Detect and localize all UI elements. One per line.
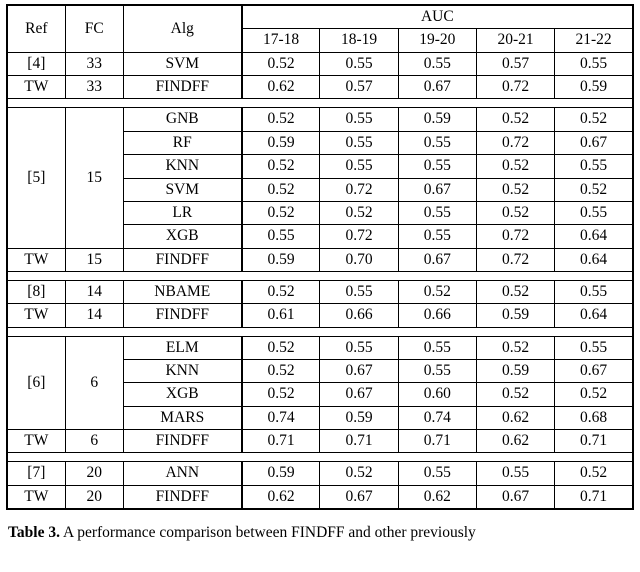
- cell-fc: 20: [65, 462, 123, 485]
- cell-fc: 6: [65, 336, 123, 429]
- caption-number: Table 3.: [8, 524, 60, 542]
- cell-auc-20-21: 0.62: [476, 406, 554, 429]
- cell-auc-20-21: 0.72: [476, 225, 554, 248]
- cell-auc-20-21: 0.72: [476, 131, 554, 154]
- cell-auc-17-18: 0.59: [242, 248, 320, 271]
- cell-ref: [5]: [7, 108, 65, 248]
- cell-ref: [4]: [7, 52, 65, 75]
- cell-auc-18-19: 0.55: [320, 131, 398, 154]
- cell-auc-17-18: 0.62: [242, 485, 320, 509]
- caption-text: A performance comparison between FINDFF and other previously: [59, 524, 476, 542]
- cell-auc-17-18: 0.52: [242, 280, 320, 303]
- cell-auc-19-20: 0.55: [398, 52, 476, 75]
- column-header-ref: Ref: [7, 5, 65, 52]
- cell-auc-18-19: 0.55: [320, 52, 398, 75]
- cell-auc-19-20: 0.66: [398, 304, 476, 327]
- column-header-year-20-21: 20-21: [476, 29, 554, 52]
- block-separator-cell: [7, 453, 633, 462]
- cell-auc-21-22: 0.52: [555, 383, 633, 406]
- cell-ref: TW: [7, 248, 65, 271]
- cell-alg: NBAME: [123, 280, 241, 303]
- header-row-top: [7, 5, 633, 29]
- cell-auc-20-21: 0.52: [476, 336, 554, 359]
- cell-auc-17-18: 0.59: [242, 131, 320, 154]
- cell-auc-20-21: 0.59: [476, 360, 554, 383]
- table-row: [7, 462, 633, 485]
- cell-auc-21-22: 0.55: [555, 201, 633, 224]
- cell-auc-20-21: 0.52: [476, 280, 554, 303]
- cell-alg: LR: [123, 201, 241, 224]
- table-row: [7, 430, 633, 453]
- cell-auc-19-20: 0.59: [398, 108, 476, 131]
- cell-auc-18-19: 0.70: [320, 248, 398, 271]
- cell-auc-17-18: 0.52: [242, 155, 320, 178]
- cell-ref: TW: [7, 76, 65, 99]
- cell-auc-17-18: 0.52: [242, 201, 320, 224]
- table-row: [7, 52, 633, 75]
- cell-fc: 33: [65, 76, 123, 99]
- cell-auc-20-21: 0.72: [476, 76, 554, 99]
- cell-auc-21-22: 0.55: [555, 155, 633, 178]
- column-header-year-17-18: 17-18: [242, 29, 320, 52]
- cell-auc-18-19: 0.67: [320, 383, 398, 406]
- cell-auc-21-22: 0.64: [555, 304, 633, 327]
- cell-auc-21-22: 0.64: [555, 248, 633, 271]
- cell-auc-18-19: 0.67: [320, 360, 398, 383]
- cell-auc-21-22: 0.52: [555, 108, 633, 131]
- cell-auc-20-21: 0.59: [476, 304, 554, 327]
- cell-auc-19-20: 0.62: [398, 485, 476, 509]
- cell-fc: 15: [65, 108, 123, 248]
- cell-auc-18-19: 0.55: [320, 108, 398, 131]
- cell-alg: ELM: [123, 336, 241, 359]
- cell-auc-21-22: 0.59: [555, 76, 633, 99]
- cell-auc-21-22: 0.55: [555, 336, 633, 359]
- cell-ref: TW: [7, 430, 65, 453]
- block-separator: [7, 453, 633, 462]
- cell-auc-18-19: 0.57: [320, 76, 398, 99]
- table-body: [7, 52, 633, 509]
- block-separator-cell: [7, 271, 633, 280]
- cell-fc: 14: [65, 304, 123, 327]
- cell-auc-19-20: 0.55: [398, 336, 476, 359]
- block-separator-cell: [7, 327, 633, 336]
- cell-auc-21-22: 0.71: [555, 430, 633, 453]
- cell-auc-17-18: 0.52: [242, 108, 320, 131]
- cell-auc-17-18: 0.52: [242, 178, 320, 201]
- cell-alg: FINDFF: [123, 485, 241, 509]
- cell-auc-18-19: 0.55: [320, 155, 398, 178]
- cell-alg: XGB: [123, 383, 241, 406]
- cell-alg: KNN: [123, 155, 241, 178]
- block-separator-cell: [7, 99, 633, 108]
- cell-fc: 15: [65, 248, 123, 271]
- cell-auc-20-21: 0.55: [476, 462, 554, 485]
- cell-auc-18-19: 0.55: [320, 336, 398, 359]
- cell-auc-19-20: 0.74: [398, 406, 476, 429]
- column-header-year-18-19: 18-19: [320, 29, 398, 52]
- cell-auc-21-22: 0.68: [555, 406, 633, 429]
- cell-auc-21-22: 0.52: [555, 462, 633, 485]
- column-header-year-21-22: 21-22: [555, 29, 633, 52]
- cell-alg: FINDFF: [123, 430, 241, 453]
- cell-alg: RF: [123, 131, 241, 154]
- results-table: [6, 4, 634, 510]
- table-row: [7, 280, 633, 303]
- cell-ref: TW: [7, 304, 65, 327]
- cell-auc-21-22: 0.52: [555, 178, 633, 201]
- cell-auc-19-20: 0.71: [398, 430, 476, 453]
- cell-auc-19-20: 0.55: [398, 360, 476, 383]
- cell-auc-19-20: 0.67: [398, 248, 476, 271]
- cell-auc-18-19: 0.67: [320, 485, 398, 509]
- cell-auc-17-18: 0.55: [242, 225, 320, 248]
- cell-auc-17-18: 0.52: [242, 360, 320, 383]
- cell-auc-18-19: 0.72: [320, 178, 398, 201]
- cell-auc-18-19: 0.52: [320, 201, 398, 224]
- cell-auc-19-20: 0.67: [398, 178, 476, 201]
- cell-auc-17-18: 0.71: [242, 430, 320, 453]
- table-caption: [6, 523, 634, 542]
- table-header: [7, 5, 633, 52]
- table-row: [7, 336, 633, 359]
- cell-auc-20-21: 0.52: [476, 383, 554, 406]
- cell-fc: 6: [65, 430, 123, 453]
- cell-fc: 14: [65, 280, 123, 303]
- block-separator: [7, 99, 633, 108]
- table-row: [7, 485, 633, 509]
- cell-auc-21-22: 0.55: [555, 52, 633, 75]
- block-separator: [7, 327, 633, 336]
- cell-alg: XGB: [123, 225, 241, 248]
- cell-alg: KNN: [123, 360, 241, 383]
- cell-auc-20-21: 0.67: [476, 485, 554, 509]
- cell-auc-19-20: 0.55: [398, 201, 476, 224]
- cell-auc-20-21: 0.52: [476, 155, 554, 178]
- column-header-auc: AUC: [242, 5, 633, 29]
- cell-ref: [6]: [7, 336, 65, 429]
- cell-auc-20-21: 0.52: [476, 108, 554, 131]
- cell-ref: [8]: [7, 280, 65, 303]
- cell-auc-17-18: 0.74: [242, 406, 320, 429]
- column-header-fc: FC: [65, 5, 123, 52]
- cell-alg: FINDFF: [123, 76, 241, 99]
- cell-auc-20-21: 0.62: [476, 430, 554, 453]
- cell-auc-17-18: 0.62: [242, 76, 320, 99]
- cell-alg: FINDFF: [123, 304, 241, 327]
- cell-auc-21-22: 0.67: [555, 131, 633, 154]
- cell-auc-19-20: 0.55: [398, 225, 476, 248]
- cell-auc-21-22: 0.64: [555, 225, 633, 248]
- cell-auc-17-18: 0.52: [242, 336, 320, 359]
- table-row: [7, 76, 633, 99]
- cell-auc-19-20: 0.55: [398, 462, 476, 485]
- cell-auc-20-21: 0.72: [476, 248, 554, 271]
- cell-auc-20-21: 0.52: [476, 178, 554, 201]
- cell-fc: 20: [65, 485, 123, 509]
- block-separator: [7, 271, 633, 280]
- cell-ref: TW: [7, 485, 65, 509]
- cell-ref: [7]: [7, 462, 65, 485]
- cell-auc-19-20: 0.55: [398, 131, 476, 154]
- cell-auc-17-18: 0.59: [242, 462, 320, 485]
- cell-alg: MARS: [123, 406, 241, 429]
- cell-alg: FINDFF: [123, 248, 241, 271]
- cell-fc: 33: [65, 52, 123, 75]
- column-header-alg: Alg: [123, 5, 241, 52]
- cell-alg: ANN: [123, 462, 241, 485]
- cell-auc-20-21: 0.57: [476, 52, 554, 75]
- cell-auc-17-18: 0.61: [242, 304, 320, 327]
- cell-auc-18-19: 0.72: [320, 225, 398, 248]
- cell-auc-21-22: 0.67: [555, 360, 633, 383]
- cell-alg: SVM: [123, 52, 241, 75]
- table-row: [7, 304, 633, 327]
- cell-auc-21-22: 0.71: [555, 485, 633, 509]
- cell-auc-19-20: 0.55: [398, 155, 476, 178]
- cell-auc-18-19: 0.52: [320, 462, 398, 485]
- cell-auc-18-19: 0.59: [320, 406, 398, 429]
- cell-alg: SVM: [123, 178, 241, 201]
- cell-alg: GNB: [123, 108, 241, 131]
- cell-auc-17-18: 0.52: [242, 52, 320, 75]
- table-row: [7, 248, 633, 271]
- cell-auc-19-20: 0.67: [398, 76, 476, 99]
- column-header-year-19-20: 19-20: [398, 29, 476, 52]
- cell-auc-21-22: 0.55: [555, 280, 633, 303]
- cell-auc-19-20: 0.52: [398, 280, 476, 303]
- cell-auc-18-19: 0.66: [320, 304, 398, 327]
- table-row: [7, 108, 633, 131]
- cell-auc-18-19: 0.71: [320, 430, 398, 453]
- cell-auc-19-20: 0.60: [398, 383, 476, 406]
- cell-auc-20-21: 0.52: [476, 201, 554, 224]
- cell-auc-18-19: 0.55: [320, 280, 398, 303]
- cell-auc-17-18: 0.52: [242, 383, 320, 406]
